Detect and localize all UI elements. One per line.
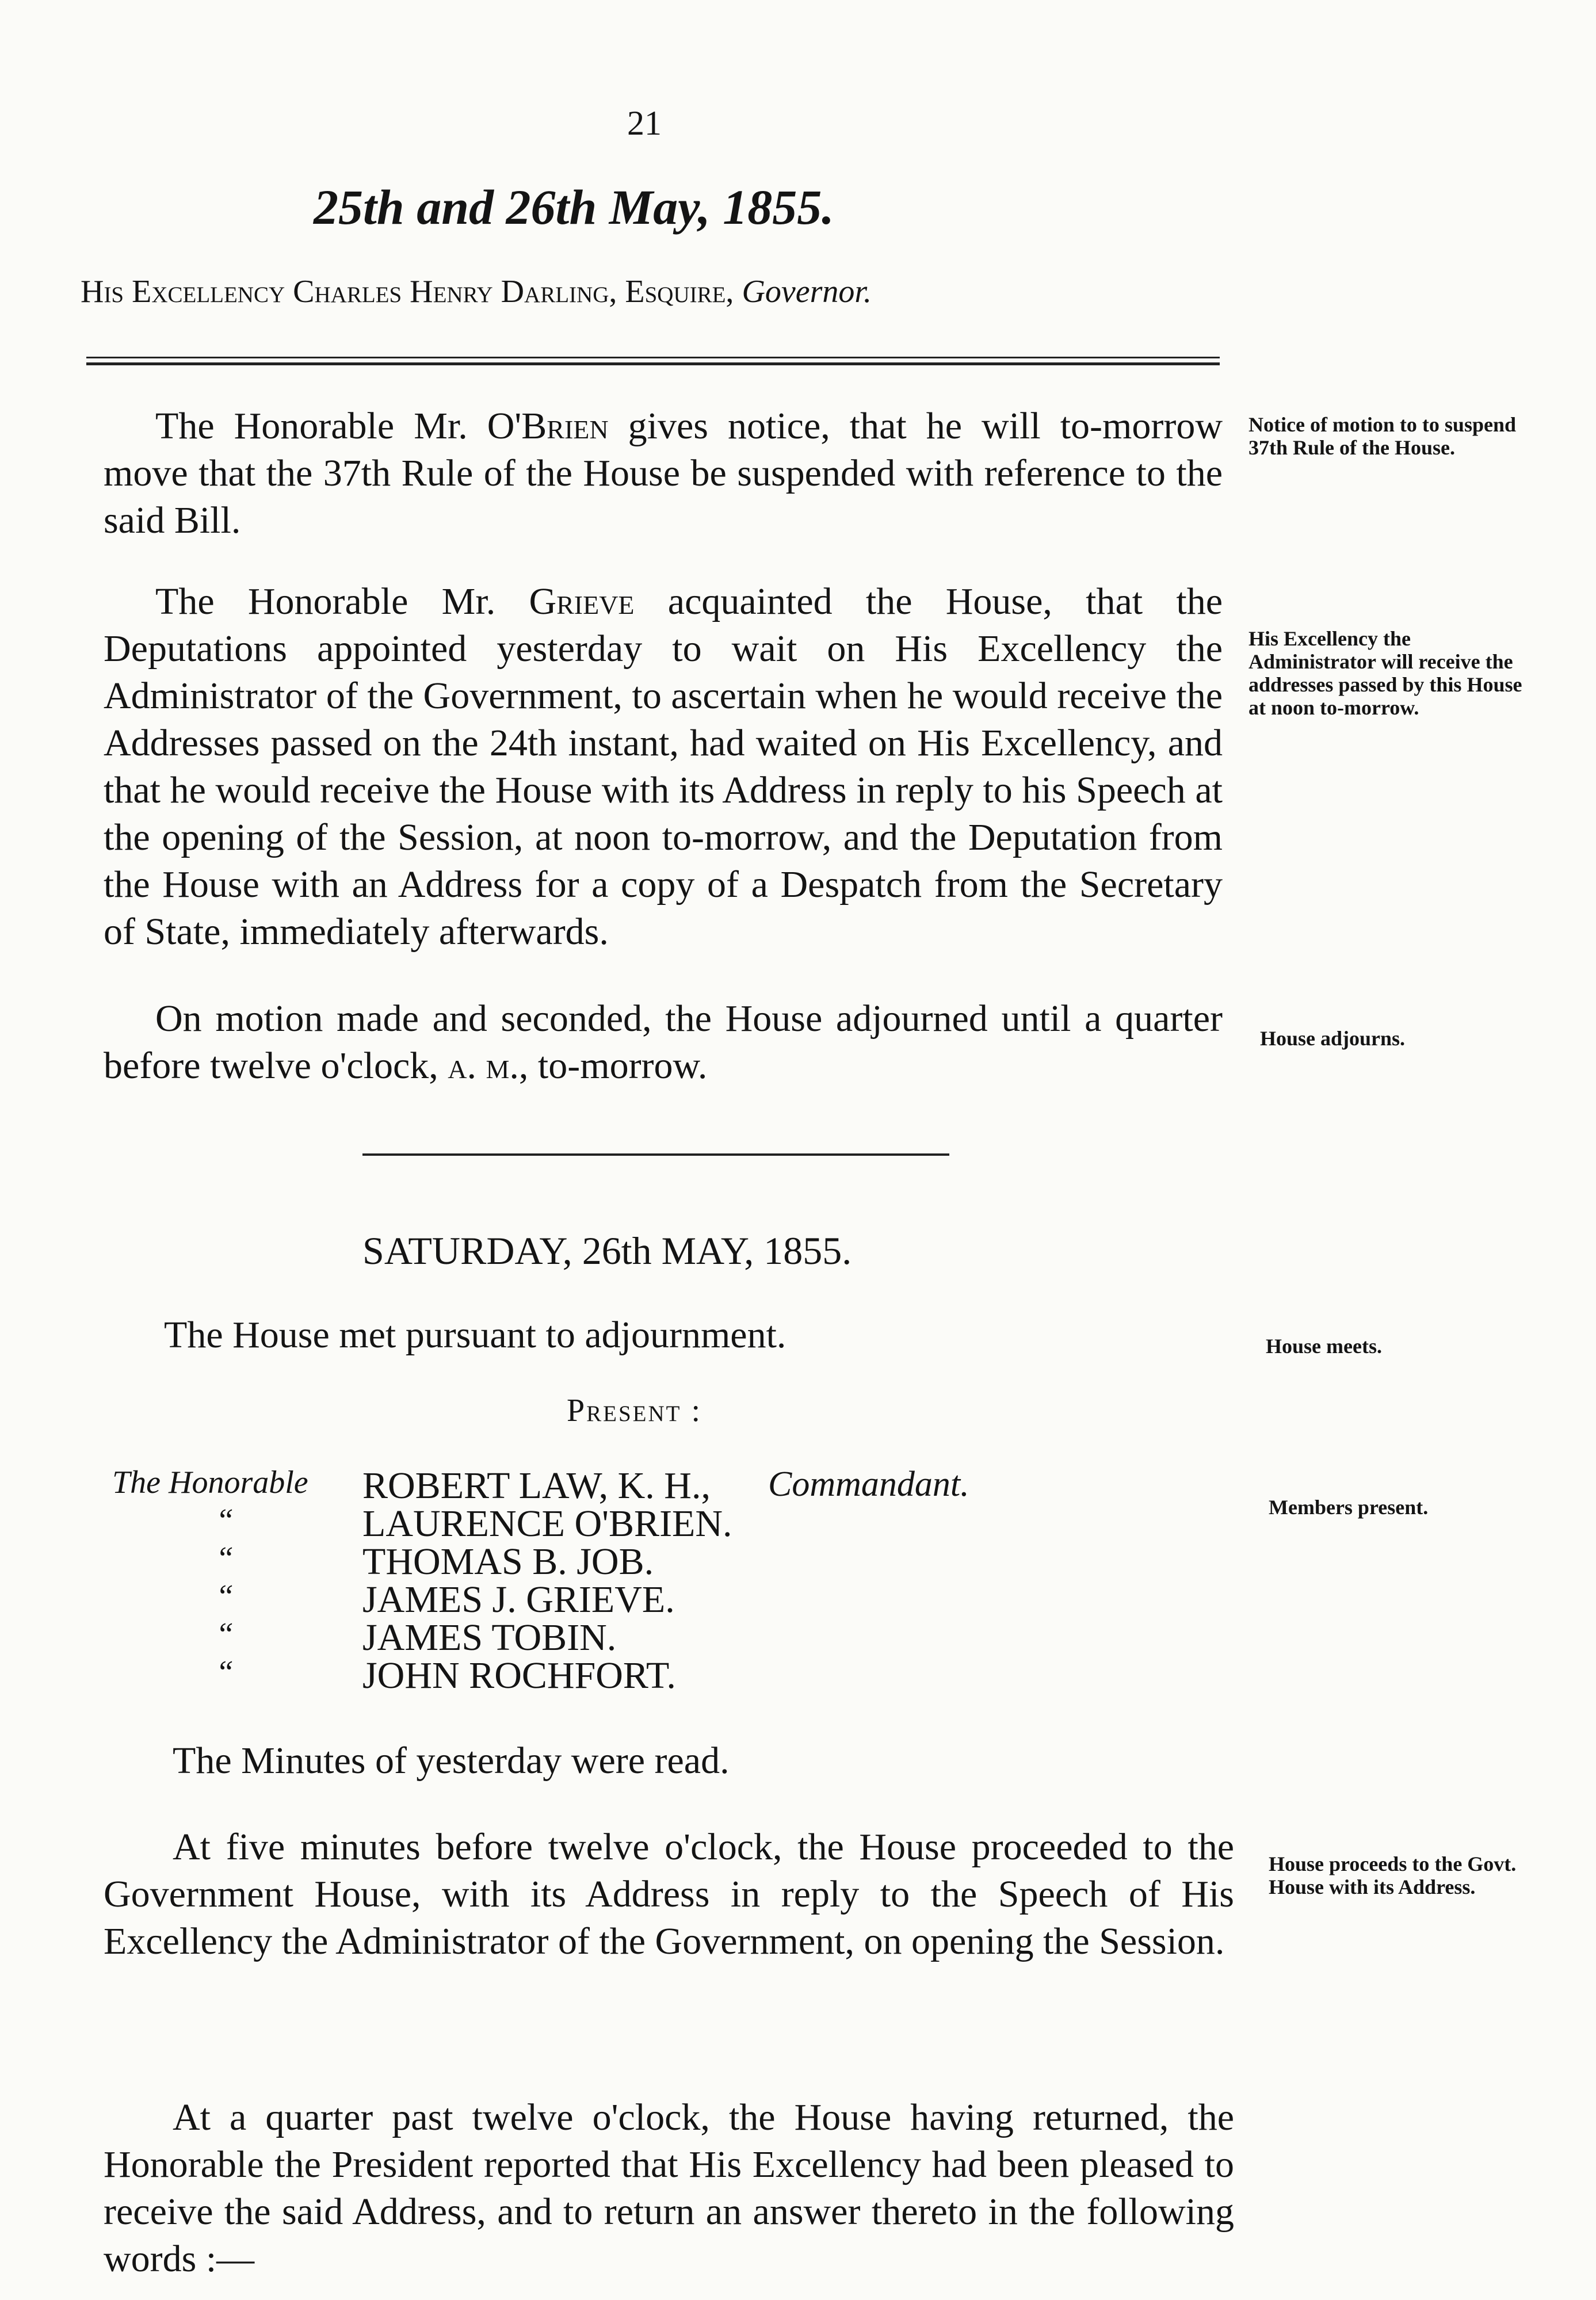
margin-note-members-present: Members present. (1269, 1496, 1429, 1519)
name-grieve: Grieve (529, 580, 635, 622)
paragraph-obrien-notice: The Honorable Mr. O'Brien gives notice, that he will to-morrow move that the 37th Rule of the House be suspended with reference to the said Bill. (104, 405, 1223, 541)
margin-note-meets: House meets. (1266, 1335, 1382, 1358)
members-list (0, 1464, 1208, 1697)
member-prefix: “ (216, 1541, 234, 1576)
paragraph-adjourned: On motion made and seconded, the House adjourned until a quarter before twelve o'clock, a. m., to-morrow. (104, 998, 1223, 1087)
paragraph-returned: At a quarter past twelve o'clock, the House having returned, the Honorable the President reported that His Excellency had been pleased to receive the said Address, and to return an answer thereto in the following words :— (104, 2096, 1234, 2280)
page-number: 21 (627, 104, 662, 142)
house-met-line: The House met pursuant to adjournment. (164, 1314, 786, 1356)
member-prefix: “ (216, 1617, 234, 1652)
member-name: JOHN ROCHFORT. (362, 1655, 676, 1697)
member-row (0, 1502, 1208, 1545)
member-prefix: “ (216, 1655, 234, 1690)
margin-note-proceeds: House proceeds to the Govt. House with its Address. (1269, 1852, 1517, 1898)
governor-line (81, 273, 872, 310)
member-name: LAURENCE O'BRIEN. (362, 1503, 732, 1545)
name-obrien: O'Brien (487, 405, 609, 447)
member-prefix: “ (216, 1503, 234, 1538)
member-prefix: The Honorable (112, 1465, 308, 1500)
governor-title: Governor. (742, 274, 872, 310)
dates-heading: 25th and 26th May, 1855. (314, 179, 834, 235)
margin-note-notice: Notice of motion to to suspend 37th Rule of the House. (1248, 413, 1516, 459)
paragraph-proceeded: At five minutes before twelve o'clock, the House proceeded to the Government House, with its Address in reply to the Speech of His Excellency the Administrator of the Government, on opening the Session. (104, 1826, 1234, 1962)
member-prefix: “ (216, 1579, 234, 1614)
saturday-heading: SATURDAY, 26th MAY, 1855. (362, 1229, 852, 1273)
member-name: JAMES TOBIN. (362, 1617, 617, 1659)
section-divider (362, 1153, 949, 1156)
margin-note-excellency: His Excellency the Administrator will receive the addresses passed by this House at noon to-morrow. (1248, 627, 1522, 719)
paragraph-grieve-deputation: The Honorable Mr. Grieve acquainted the House, that the Deputations appointed yesterday to wait on His Excellency the Administrator of the Government, to ascertain when he would receive the Addresses passed on the 24th instant, had waited on His Excellency, and that he would receive the House with its Address in reply to his Speech at the opening of the Session, at noon to-morrow, and the Deputation from the House with an Address for a copy of a Despatch from the Secretary of State, immediately afterwards. (104, 580, 1223, 953)
margin-note-adjourns: House adjourns. (1260, 1027, 1406, 1050)
member-name: ROBERT LAW, K. H., (362, 1465, 711, 1507)
member-row (0, 1464, 1208, 1507)
header-rule-bottom (86, 362, 1220, 365)
member-row (0, 1578, 1208, 1621)
member-row (0, 1616, 1208, 1659)
header-rule-top (86, 357, 1220, 358)
member-name: JAMES J. GRIEVE. (362, 1579, 675, 1621)
member-suffix: Commandant. (768, 1465, 969, 1504)
governor-name: His Excellency Charles Henry Darling, Esquire, (81, 274, 734, 310)
member-row (0, 1654, 1208, 1697)
member-name: THOMAS B. JOB. (362, 1541, 654, 1583)
present-label: Present : (567, 1393, 702, 1428)
member-row (0, 1540, 1208, 1583)
minutes-read-line: The Minutes of yesterday were read. (173, 1740, 730, 1782)
